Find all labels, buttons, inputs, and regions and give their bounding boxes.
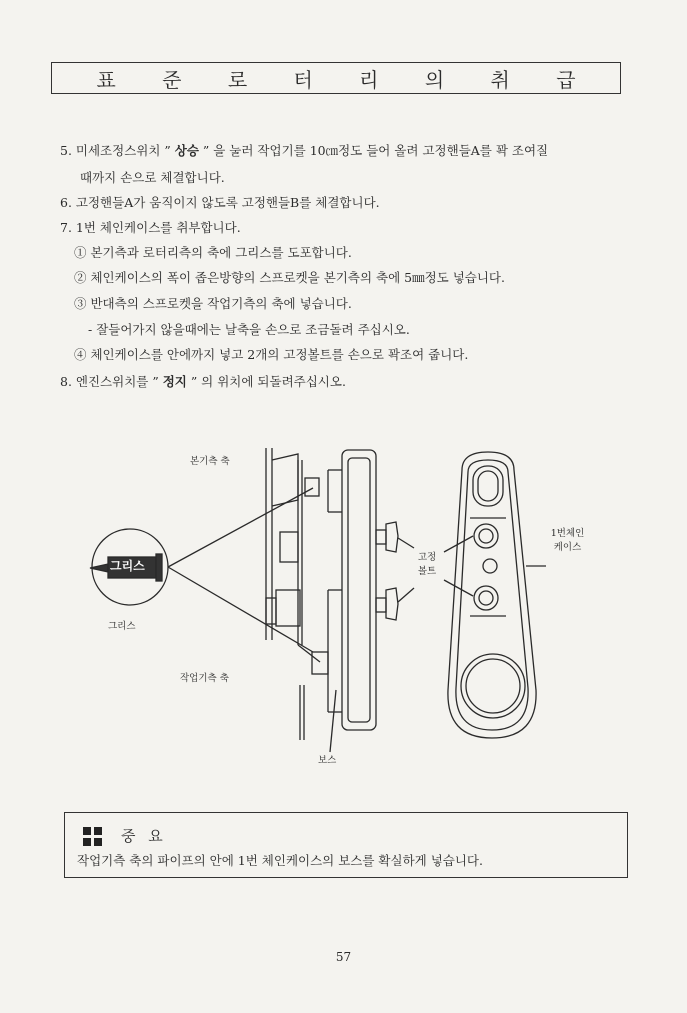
boss-leader: [330, 690, 336, 752]
bolt-side-upper: [376, 522, 398, 552]
title-box: [51, 62, 621, 94]
page-number: 57: [335, 950, 352, 964]
step-5: 5. 미세조정스위치 ” 상승 ” 을 눌러 작업기를 10㎝정도 들어 올려 고정핸들A를 꽉 조여질: [60, 143, 549, 158]
label-main-shaft: 본기측 축: [190, 456, 230, 467]
step-7-sub-4: ④ 체인케이스를 안에까지 넣고 2개의 고정볼트를 손으로 꽉조여 줍니다.: [74, 347, 469, 362]
step-5-continued: 때까지 손으로 체결합니다.: [80, 170, 225, 185]
step-7: 7. 1번 체인케이스를 취부합니다.: [60, 220, 241, 235]
step-5-bold: 상승: [174, 143, 199, 158]
label-fixing-bolt: 고정 볼트: [417, 552, 437, 577]
step-6: 6. 고정핸들A가 움직이지 않도록 고정핸들B를 체결합니다.: [60, 195, 380, 210]
step-8-bold: 정지: [162, 374, 187, 389]
step-8: 8. 엔진스위치를 ” 정지 ” 의 위치에 되돌려주십시오.: [60, 374, 346, 389]
grease-leader-lower: [168, 567, 313, 652]
bolt-side-lower: [376, 588, 398, 620]
important-icon: [83, 827, 103, 847]
important-box: [64, 812, 628, 878]
step-7-sub-3: ③ 반대측의 스프로켓을 작업기측의 축에 넣습니다.: [74, 296, 352, 311]
bolt-leader-3: [444, 536, 473, 552]
step-7-sub-1: ① 본기측과 로터리측의 축에 그리스를 도포합니다.: [74, 245, 352, 260]
label-grease: 그리스: [108, 621, 136, 632]
label-chain-case: 1번체인 케이스: [550, 528, 585, 553]
step-7-sub-3-note: - 잘들어가지 않을때에는 날축을 손으로 조금돌려 주십시오.: [88, 322, 410, 337]
grease-leader-upper: [168, 488, 313, 567]
step-7-sub-2: ② 체인케이스의 폭이 좁은방향의 스프로켓을 본기측의 축에 5㎜정도 넣습니다.: [74, 270, 505, 285]
work-shaft: [312, 652, 328, 674]
label-boss: 보스: [318, 755, 337, 766]
important-text: 작업기측 축의 파이프의 안에 1번 체인케이스의 보스를 확실하게 넣습니다.: [77, 853, 483, 868]
chain-case-side: [328, 450, 376, 730]
bolt-leader-4: [444, 580, 473, 596]
bolt-leader-2: [398, 588, 414, 602]
label-work-shaft: 작업기측 축: [180, 673, 229, 684]
important-title: 중 요: [121, 827, 167, 845]
main-shaft: [305, 478, 319, 496]
main-frame: [266, 448, 320, 740]
chain-case-front: [448, 452, 536, 738]
bolt-leader-1: [398, 538, 414, 548]
assembly-diagram: [80, 440, 560, 780]
grease-tube-label: 그리스: [110, 559, 145, 573]
page-title: 표 준 로 터 리 의 취 급: [96, 67, 596, 92]
